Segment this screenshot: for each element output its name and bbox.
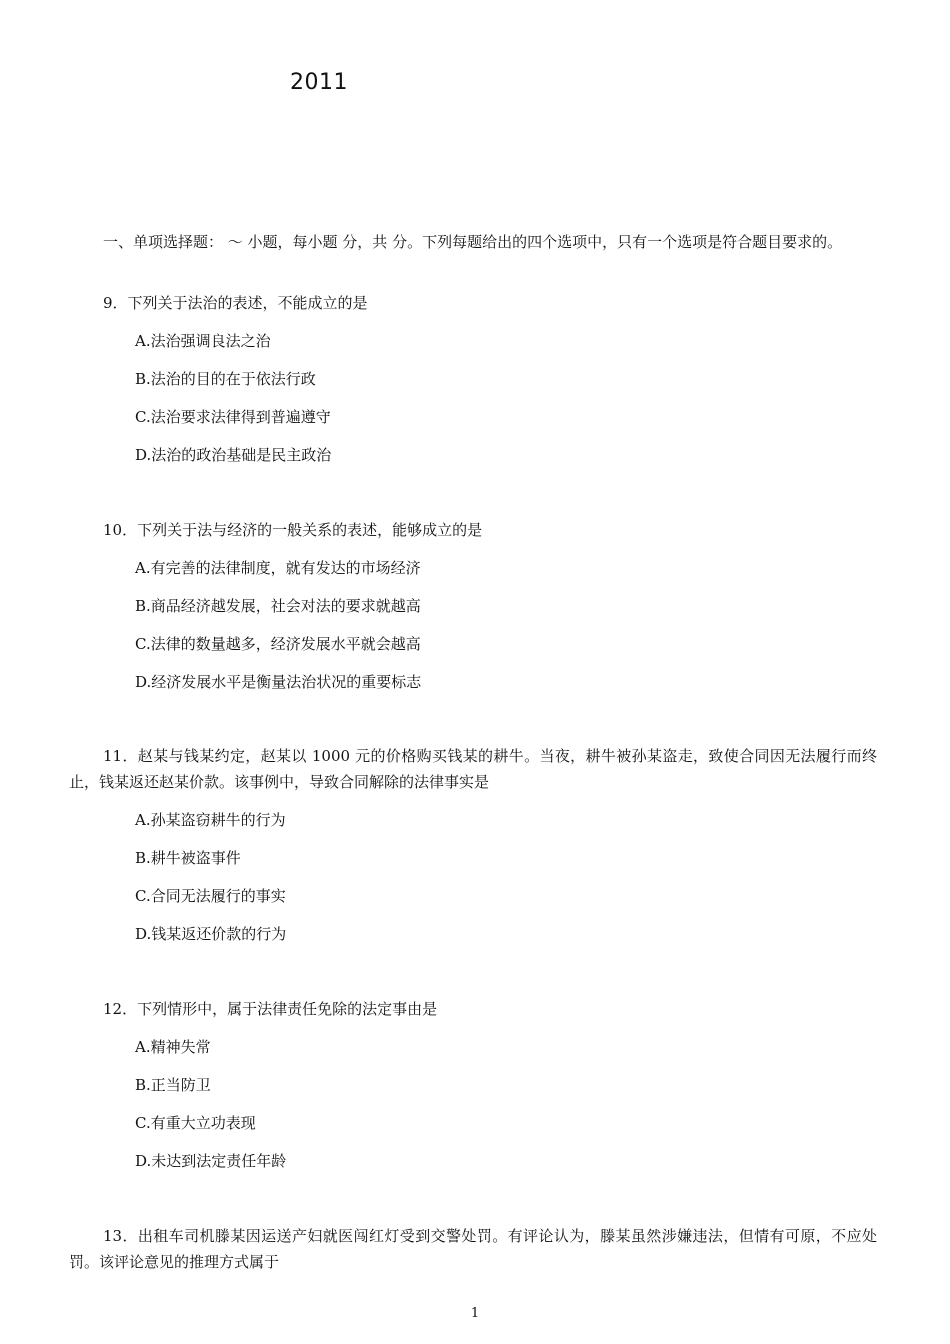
- option-list: [69, 1034, 877, 1174]
- option-a: A.有完善的法律制度，就有发达的市场经济: [135, 559, 421, 577]
- document-year: 2011: [290, 70, 348, 95]
- option-c: C.合同无法履行的事实: [135, 887, 286, 905]
- option-b: B.正当防卫: [135, 1076, 211, 1094]
- option-a: A.精神失常: [135, 1038, 211, 1056]
- option-d: D.未达到法定责任年龄: [135, 1152, 287, 1170]
- option-b: B.耕牛被盗事件: [135, 849, 241, 867]
- option-c: C.法律的数量越多，经济发展水平就会越高: [135, 635, 421, 653]
- question-12: [69, 996, 877, 1186]
- question-13: [69, 1223, 877, 1275]
- page-number: 1: [470, 1306, 480, 1321]
- question-11: [69, 743, 877, 959]
- question-9: [69, 290, 877, 480]
- question-stem: 13．出租车司机滕某因运送产妇就医闯红灯受到交警处罚。有评论认为，滕某虽然涉嫌违法，但情有可原，不应处罚。该评论意见的推理方式属于: [69, 1227, 877, 1271]
- question-stem: 11．赵某与钱某约定，赵某以 1000 元的价格购买钱某的耕牛。当夜，耕牛被孙某盗走，致使合同因无法履行而终止，钱某返还赵某价款。该事例中，导致合同解除的法律事实是: [69, 747, 877, 791]
- option-d: D.钱某返还价款的行为: [135, 925, 287, 943]
- option-d: D.法治的政治基础是民主政治: [135, 446, 332, 464]
- option-b: B.商品经济越发展，社会对法的要求就越高: [135, 597, 421, 615]
- section-instructions: 一、单项选择题： ～ 小题，每小题 分，共 分。下列每题给出的四个选项中，只有一个选项是符合题目要求的。: [103, 233, 843, 251]
- option-a: A.孙某盗窃耕牛的行为: [135, 811, 286, 829]
- option-d: D.经济发展水平是衡量法治状况的重要标志: [135, 673, 422, 691]
- option-list: [69, 807, 877, 947]
- option-b: B.法治的目的在于依法行政: [135, 370, 316, 388]
- option-c: C.法治要求法律得到普遍遵守: [135, 408, 331, 426]
- question-stem: 9．下列关于法治的表述，不能成立的是: [103, 294, 368, 312]
- option-a: A.法治强调良法之治: [135, 332, 271, 350]
- option-list: [69, 555, 877, 695]
- option-c: C.有重大立功表现: [135, 1114, 256, 1132]
- option-list: [69, 328, 877, 468]
- question-10: [69, 517, 877, 707]
- question-stem: 10．下列关于法与经济的一般关系的表述，能够成立的是: [103, 521, 483, 539]
- question-stem: 12．下列情形中，属于法律责任免除的法定事由是: [103, 1000, 438, 1018]
